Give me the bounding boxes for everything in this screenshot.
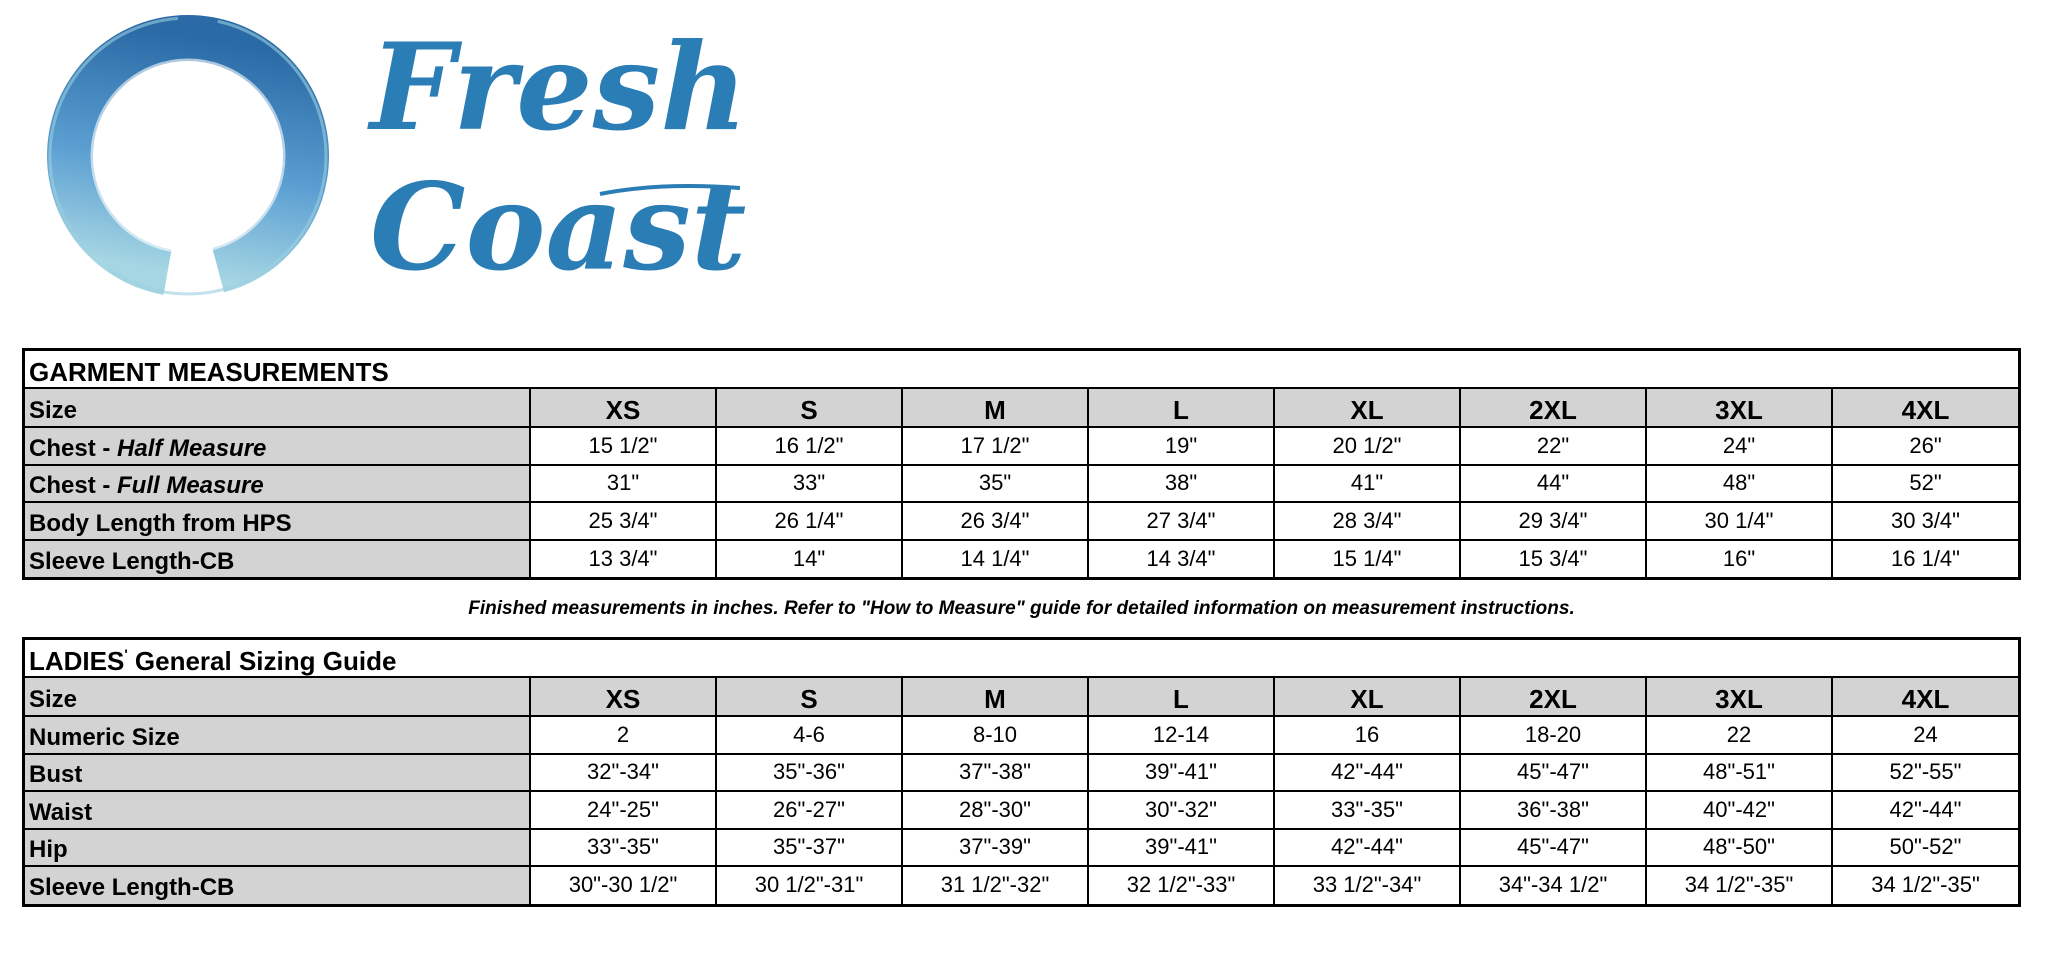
size-xs: XS [530, 389, 716, 427]
cell: 17 1/2" [902, 427, 1088, 465]
table-row [25, 754, 2018, 792]
table-row [25, 866, 2018, 904]
cell: 48" [1646, 465, 1832, 503]
cell: 16 1/4" [1832, 540, 2018, 578]
cell: 28 3/4" [1274, 502, 1460, 540]
cell: 22" [1460, 427, 1646, 465]
cell: 42"-44" [1274, 829, 1460, 867]
table-row [25, 540, 2018, 578]
cell: 52"-55" [1832, 754, 2018, 792]
cell: 39"-41" [1088, 754, 1274, 792]
cell: 30 1/2"-31" [716, 866, 902, 904]
size-s: S [716, 678, 902, 716]
fresh-coast-logo [40, 4, 760, 304]
cell: 33"-35" [1274, 791, 1460, 829]
table-row [25, 791, 2018, 829]
size-3xl: 3XL [1646, 389, 1832, 427]
cell: 16 [1274, 716, 1460, 754]
cell: 45"-47" [1460, 754, 1646, 792]
row-label: Bust [25, 754, 530, 792]
cell: 30"-30 1/2" [530, 866, 716, 904]
table-row [25, 829, 2018, 867]
size-l: L [1088, 678, 1274, 716]
cell: 35" [902, 465, 1088, 503]
cell: 24"-25" [530, 791, 716, 829]
cell: 24" [1646, 427, 1832, 465]
cell: 30 1/4" [1646, 502, 1832, 540]
cell: 26 1/4" [716, 502, 902, 540]
cell: 37"-38" [902, 754, 1088, 792]
cell: 20 1/2" [1274, 427, 1460, 465]
cell: 15 1/4" [1274, 540, 1460, 578]
cell: 33" [716, 465, 902, 503]
row-label: Chest - Full Measure [25, 465, 530, 503]
cell: 30 3/4" [1832, 502, 2018, 540]
cell: 33 1/2"-34" [1274, 866, 1460, 904]
cell: 29 3/4" [1460, 502, 1646, 540]
cell: 32 1/2"-33" [1088, 866, 1274, 904]
table-row [25, 502, 2018, 540]
row-label: Numeric Size [25, 716, 530, 754]
cell: 24 [1832, 716, 2018, 754]
size-xl: XL [1274, 389, 1460, 427]
cell: 36"-38" [1460, 791, 1646, 829]
cell: 35"-37" [716, 829, 902, 867]
size-m: M [902, 678, 1088, 716]
cell: 26 3/4" [902, 502, 1088, 540]
size-4xl: 4XL [1832, 678, 2018, 716]
size-l: L [1088, 389, 1274, 427]
brush-ring-icon [50, 18, 326, 294]
cell: 26" [1832, 427, 2018, 465]
cell: 45"-47" [1460, 829, 1646, 867]
garment-measurements-table [22, 348, 2021, 580]
cell: 14 1/4" [902, 540, 1088, 578]
table-row [25, 465, 2018, 503]
table-row [25, 427, 2018, 465]
cell: 30"-32" [1088, 791, 1274, 829]
cell: 26"-27" [716, 791, 902, 829]
cell: 41" [1274, 465, 1460, 503]
cell: 12-14 [1088, 716, 1274, 754]
cell: 39"-41" [1088, 829, 1274, 867]
cell: 15 1/2" [530, 427, 716, 465]
cell: 14 3/4" [1088, 540, 1274, 578]
cell: 16" [1646, 540, 1832, 578]
cell: 16 1/2" [716, 427, 902, 465]
row-label: Waist [25, 791, 530, 829]
size-3xl: 3XL [1646, 678, 1832, 716]
cell: 15 3/4" [1460, 540, 1646, 578]
size-xs: XS [530, 678, 716, 716]
cell: 35"-36" [716, 754, 902, 792]
size-4xl: 4XL [1832, 389, 2018, 427]
cell: 34"-34 1/2" [1460, 866, 1646, 904]
size-header-row [25, 678, 2018, 716]
size-header-row [25, 389, 2018, 427]
cell: 34 1/2"-35" [1646, 866, 1832, 904]
size-2xl: 2XL [1460, 389, 1646, 427]
cell: 19" [1088, 427, 1274, 465]
cell: 28"-30" [902, 791, 1088, 829]
size-s: S [716, 389, 902, 427]
brand-line1: Fresh [370, 17, 748, 158]
table-title: GARMENT MEASUREMENTS [25, 351, 2018, 389]
cell: 34 1/2"-35" [1832, 866, 2018, 904]
cell: 32"-34" [530, 754, 716, 792]
cell: 31 1/2"-32" [902, 866, 1088, 904]
cell: 4-6 [716, 716, 902, 754]
size-label: Size [25, 678, 530, 716]
cell: 31" [530, 465, 716, 503]
cell: 50"-52" [1832, 829, 2018, 867]
size-2xl: 2XL [1460, 678, 1646, 716]
cell: 2 [530, 716, 716, 754]
cell: 18-20 [1460, 716, 1646, 754]
cell: 25 3/4" [530, 502, 716, 540]
measurement-note: Finished measurements in inches. Refer to "How to Measure" guide for detailed information on measurement instructions. [468, 598, 1575, 619]
size-label: Size [25, 389, 530, 427]
size-xl: XL [1274, 678, 1460, 716]
row-label: Sleeve Length-CB [25, 540, 530, 578]
cell: 44" [1460, 465, 1646, 503]
table-title: LADIES' General Sizing Guide [25, 640, 2018, 678]
cell: 38" [1088, 465, 1274, 503]
cell: 13 3/4" [530, 540, 716, 578]
row-label: Hip [25, 829, 530, 867]
table-row [25, 716, 2018, 754]
brand-line2: Coast [370, 157, 747, 298]
row-label: Body Length from HPS [25, 502, 530, 540]
row-label: Sleeve Length-CB [25, 866, 530, 904]
ladies-sizing-guide-table [22, 637, 2021, 907]
cell: 42"-44" [1832, 791, 2018, 829]
cell: 27 3/4" [1088, 502, 1274, 540]
cell: 40"-42" [1646, 791, 1832, 829]
cell: 48"-51" [1646, 754, 1832, 792]
size-m: M [902, 389, 1088, 427]
cell: 42"-44" [1274, 754, 1460, 792]
cell: 48"-50" [1646, 829, 1832, 867]
cell: 22 [1646, 716, 1832, 754]
cell: 33"-35" [530, 829, 716, 867]
cell: 52" [1832, 465, 2018, 503]
cell: 37"-39" [902, 829, 1088, 867]
cell: 14" [716, 540, 902, 578]
cell: 8-10 [902, 716, 1088, 754]
row-label: Chest - Half Measure [25, 427, 530, 465]
